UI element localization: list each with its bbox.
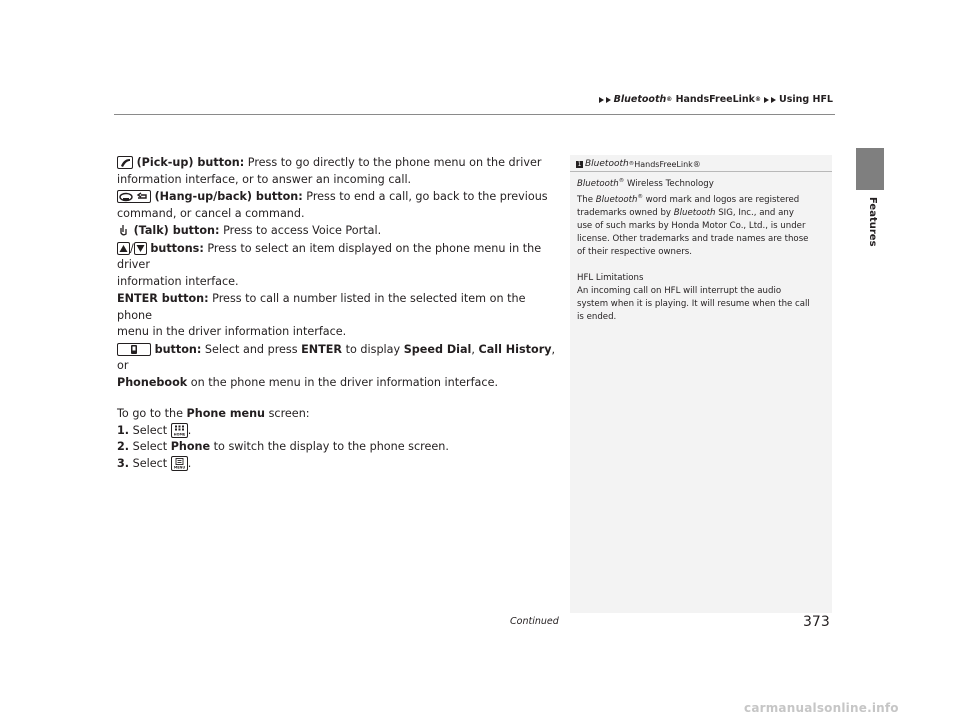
breadcrumb: Bluetooth ® HandsFreeLink ® Using HFL	[599, 94, 833, 105]
breadcrumb-arrow-icon	[771, 97, 776, 103]
step-2: 2. Select Phone to switch the display to the phone screen.	[117, 440, 449, 453]
note-reference-icon: 1	[577, 161, 582, 168]
breadcrumb-using-hfl: Using HFL	[779, 94, 833, 105]
section-label: Features	[867, 197, 878, 247]
continued-label: Continued	[510, 616, 559, 627]
sidebar-divider	[570, 171, 832, 172]
menu-icon	[171, 456, 188, 471]
sidebar-body: Bluetooth® Wireless Technology The Bluetooth® word mark and logos are registered trademarks owned by Bluetooth SIG, Inc., and any use of such marks by Honda Motor Co., Ltd., is under license. Other trademarks and trade names are those of their respective owners. HFL Limitations An incoming call on HFL will interrupt the audio system when it is playing. It will resume when the call is ended.	[577, 175, 827, 324]
section-tab	[856, 148, 884, 190]
pickup-paragraph: (Pick-up) button: Press to go directly to the phone menu on the driver information interface, or to answer an incoming call.	[117, 156, 542, 186]
updown-paragraph: / buttons: Press to select an item displayed on the phone menu in the driver information interface.	[117, 241, 542, 288]
page-number: 373	[803, 614, 830, 630]
step-3: 3. Select MENU .	[117, 456, 192, 470]
pickup-phone-icon	[117, 156, 133, 169]
breadcrumb-handsfreelink: HandsFreeLink	[675, 94, 755, 105]
enter-paragraph: ENTER button: Press to call a number listed in the selected item on the phone menu in the driver information interface.	[117, 292, 526, 338]
steps-list	[117, 423, 562, 473]
hangup-back-icon	[117, 190, 151, 203]
notes-sidebar	[570, 155, 832, 613]
main-content	[117, 155, 562, 472]
down-arrow-icon	[134, 242, 147, 255]
header-divider	[114, 114, 835, 115]
watermark: carmanualsonline.info	[744, 701, 899, 715]
breadcrumb-arrow-icon	[606, 97, 611, 103]
sidebar-header: 1 Bluetooth ® HandsFreeLink ®	[577, 159, 701, 169]
breadcrumb-bluetooth: Bluetooth	[613, 94, 667, 105]
step-1: 1. Select HOME .	[117, 423, 192, 437]
up-arrow-icon	[117, 242, 130, 255]
phone-paragraph: button: Select and press ENTER to display Speed Dial, Call History, or Phonebook on the phone menu in the driver information interface.	[117, 342, 556, 389]
talk-paragraph: (Talk) button: Press to access Voice Portal.	[117, 223, 562, 240]
phone-button-icon	[117, 343, 151, 356]
breadcrumb-arrow-icon	[764, 97, 769, 103]
breadcrumb-arrow-icon	[599, 97, 604, 103]
svg-text:HOME: HOME	[173, 432, 185, 436]
home-icon	[171, 423, 188, 438]
svg-text:MENU: MENU	[173, 465, 185, 469]
talk-icon	[117, 224, 130, 237]
goto-line: To go to the Phone menu screen:	[117, 407, 310, 420]
hfl-limitations-heading: HFL Limitations	[577, 272, 644, 283]
hangup-paragraph: (Hang-up/back) button: Press to end a call, go back to the previous command, or cancel a command.	[117, 190, 548, 220]
